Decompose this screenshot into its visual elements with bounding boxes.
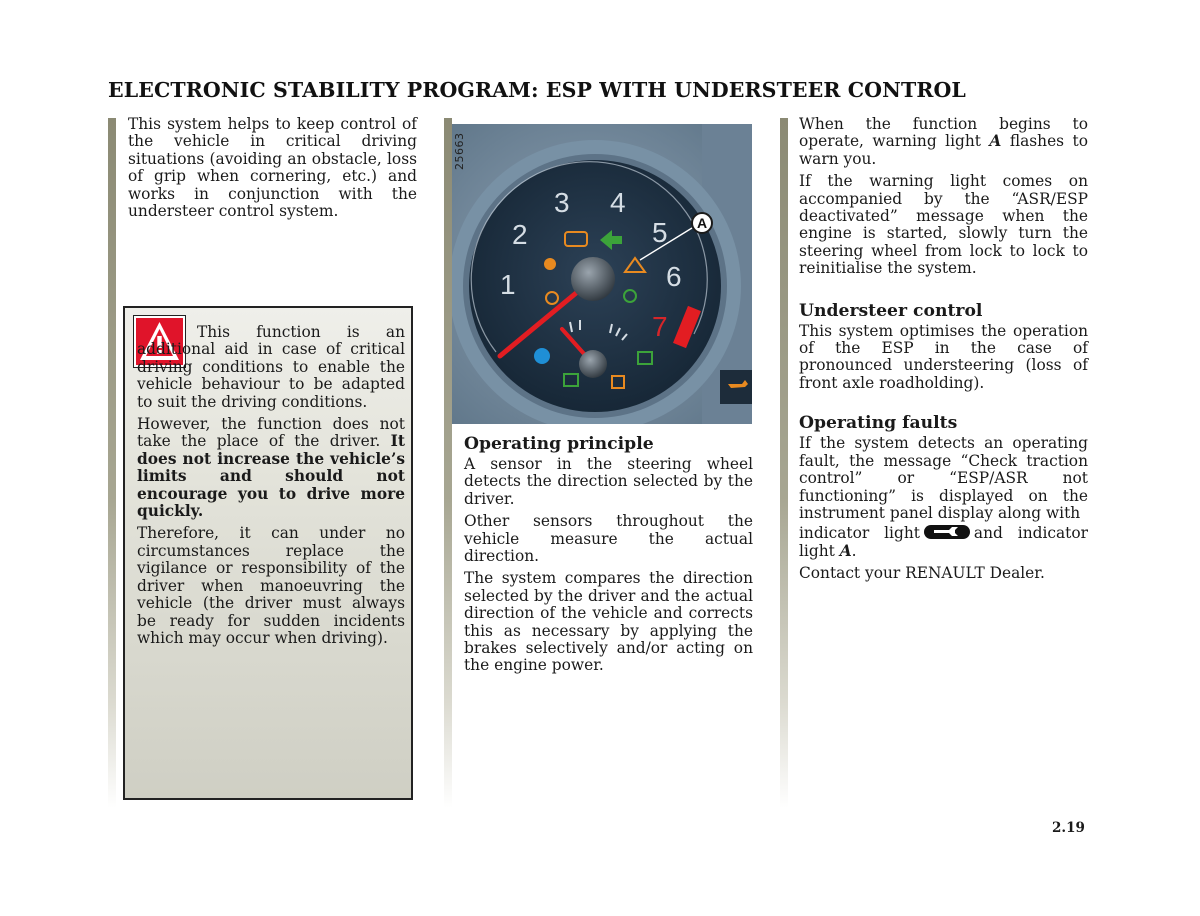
- tachometer-illustration: [452, 124, 752, 424]
- right-paragraph-5: [799, 525, 1088, 560]
- warning-box: [123, 306, 413, 800]
- right-paragraph-1: [799, 116, 1088, 168]
- gauge-number-5: 5: [652, 217, 668, 248]
- page-number: 2.19: [1052, 820, 1085, 836]
- right-p1-end: flashes to warn you.: [799, 132, 1088, 168]
- warning-paragraph-3: Therefore, it can under no circumstances replace the vigilance or responsibility of the driver when manoeuvring the vehicle (the driver must always be ready for sudden incidents which may occur when driving).: [137, 524, 405, 647]
- middle-paragraph-3: The system compares the direction selected by the driver and the actual direction of the vehicle and corrects this as necessary by applying the brakes selectively and/or acting on the engine power.: [464, 569, 753, 675]
- gauge-number-3: 3: [554, 187, 570, 218]
- middle-column: [464, 434, 753, 680]
- gauge-number-7: 7: [652, 311, 668, 342]
- gauge-number-1: 1: [500, 269, 516, 300]
- column-rule-right: [780, 118, 788, 808]
- column-rule-left: [108, 118, 116, 808]
- warning-paragraph-1: This function is an additional aid in case of critical driving conditions to enable the vehicle behaviour to be adapted to suit the driving conditions.: [137, 323, 405, 411]
- warning-p2-bold: It does not increase the vehicle’s limits and should not encourage you to drive more quickly.: [137, 432, 405, 521]
- heading-operating-faults: Operating faults: [799, 413, 958, 434]
- right-paragraph-3: This system optimises the operation of the ESP in the case of pronounced understeering (loss of front axle roadholding).: [799, 321, 1088, 392]
- warning-text: [137, 324, 405, 652]
- gauge-number-6: 6: [666, 261, 682, 292]
- right-p5-mid: and indicator light: [799, 524, 1088, 560]
- warning-light-letter: A: [989, 132, 1002, 151]
- column-rule-middle: [444, 118, 452, 808]
- right-p5-end: .: [851, 541, 857, 560]
- wrench-indicator-icon: [924, 525, 970, 539]
- warning-light-label-a: A: [697, 215, 708, 231]
- right-p1-start: When the function begins to operate, warning light: [799, 115, 1088, 151]
- figure-number: 25663: [453, 132, 466, 170]
- right-paragraph-6: Contact your RENAULT Dealer.: [799, 564, 1045, 583]
- right-paragraph-2: If the warning light comes on accompanied by the “ASR/ESP deactivated” message when the engine is started, slowly turn the steering wheel from lock to lock to reinitialise the system.: [799, 172, 1088, 278]
- heading-understeer-control: Understeer control: [799, 300, 983, 321]
- page-title: ELECTRONIC STABILITY PROGRAM: ESP WITH UNDERSTEER CONTROL: [108, 78, 966, 102]
- gauge-number-2: 2: [512, 219, 528, 250]
- warning-light-letter-2: A: [839, 541, 852, 560]
- heading-operating-principle: Operating principle: [464, 434, 654, 454]
- right-paragraph-4: If the system detects an operating fault, the message “Check traction control” or “ESP/ASR not functioning” is displayed on the instrument panel display along with: [799, 434, 1088, 522]
- gauge-number-4: 4: [610, 187, 626, 218]
- left-column: [128, 116, 417, 225]
- right-column: [799, 116, 1088, 588]
- intro-paragraph: This system helps to keep control of the vehicle in critical driving situations (avoiding an obstacle, loss of grip when cornering, etc.) and works in conjunction with the understeer control system.: [128, 115, 417, 221]
- right-p5-start: indicator light: [799, 524, 920, 543]
- warning-paragraph-2: [137, 416, 405, 520]
- middle-paragraph-2: Other sensors throughout the vehicle measure the actual direction.: [464, 512, 753, 566]
- middle-paragraph-1: A sensor in the steering wheel detects the direction selected by the driver.: [464, 455, 753, 508]
- warning-p2-start: However, the function does not take the place of the driver.: [137, 415, 405, 451]
